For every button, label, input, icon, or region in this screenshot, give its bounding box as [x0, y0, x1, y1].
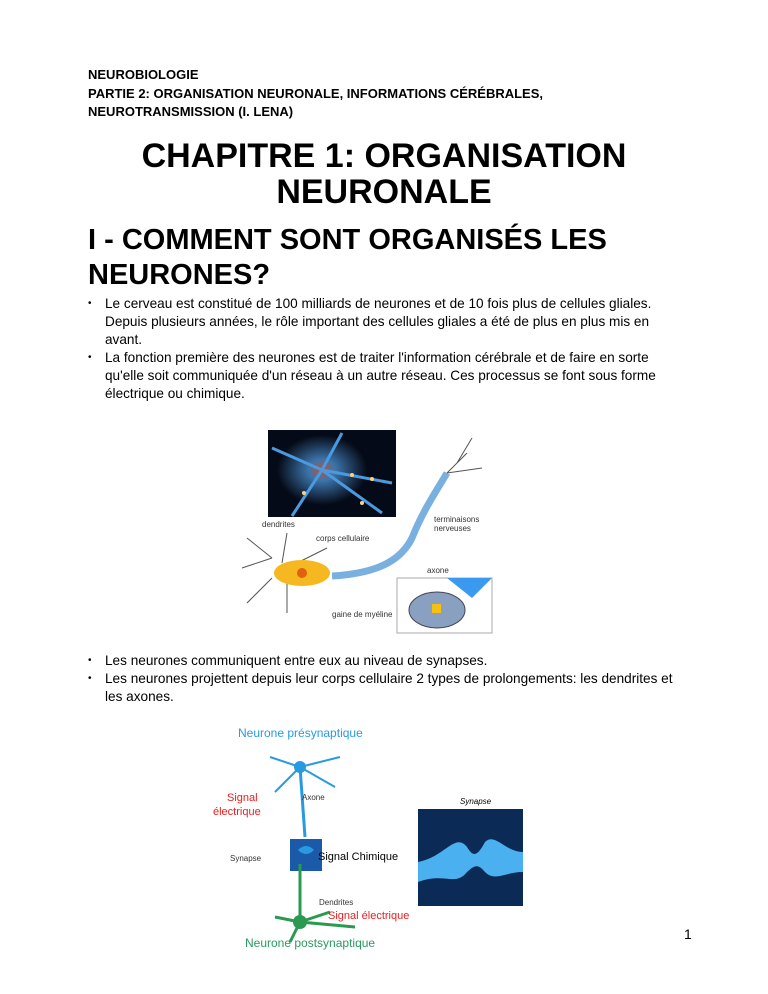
- label-corps-cellulaire: corps cellulaire: [316, 534, 370, 543]
- label-neurone-presynaptique: Neurone présynaptique: [238, 726, 363, 740]
- label-dendrites: Dendrites: [319, 898, 354, 907]
- list-item: • Le cerveau est constitué de 100 milliards de neurones et de 10 fois plus de cellules gliales. Depuis plusieurs années, le rôle important des cellules gliales a été de plus en plus mis en avant.: [88, 295, 688, 349]
- list-item: • Les neurones communiquent entre eux au niveau de synapses.: [88, 652, 688, 670]
- neuron-anatomy-figure: [232, 428, 497, 634]
- header-line: NEUROTRANSMISSION (I. LENA): [88, 104, 294, 119]
- synapse-figure: [205, 722, 525, 957]
- list-item: • Les neurones projettent depuis leur corps cellulaire 2 types de prolongements: les dendrites et les axones.: [88, 670, 688, 706]
- bullet-list-1: [88, 295, 688, 403]
- label-nerveuses: nerveuses: [434, 524, 471, 533]
- header-line: NEUROBIOLOGIE: [88, 67, 199, 82]
- label-axone: axone: [427, 566, 449, 575]
- bullet-list-2: [88, 652, 688, 706]
- chapter-title-line: CHAPITRE 1: ORGANISATION: [141, 137, 627, 175]
- label-electrique: électrique: [213, 806, 261, 818]
- section-title: I - COMMENT SONT ORGANISÉS LES NEURONES?: [88, 224, 607, 291]
- chapter-title-line: NEURONALE: [276, 173, 492, 211]
- label-gaine-myeline: gaine de myéline: [332, 610, 393, 619]
- label-neurone-postsynaptique: Neurone postsynaptique: [245, 936, 376, 950]
- label-signal: Signal: [227, 792, 258, 804]
- label-synapse: Synapse: [230, 854, 262, 863]
- label-terminaisons: terminaisons: [434, 515, 480, 524]
- label-signal-electrique: Signal électrique: [328, 910, 410, 922]
- label-signal-chimique: Signal Chimique: [318, 851, 399, 863]
- chapter-title: [0, 138, 768, 210]
- page-number: 1: [684, 926, 692, 942]
- label-synapse-image: Synapse: [460, 797, 492, 806]
- label-axone: Axone: [302, 793, 325, 802]
- header-line: PARTIE 2: ORGANISATION NEURONALE, INFORMATIONS CÉRÉBRALES,: [88, 85, 544, 101]
- label-dendrites: dendrites: [262, 520, 295, 529]
- list-item: • La fonction première des neurones est de traiter l'information cérébrale et de faire en sorte qu'elle soit communiquée d'un réseau à un autre réseau. Ces processus se font sous forme électrique ou chimique.: [88, 349, 688, 403]
- document-header: [88, 66, 543, 122]
